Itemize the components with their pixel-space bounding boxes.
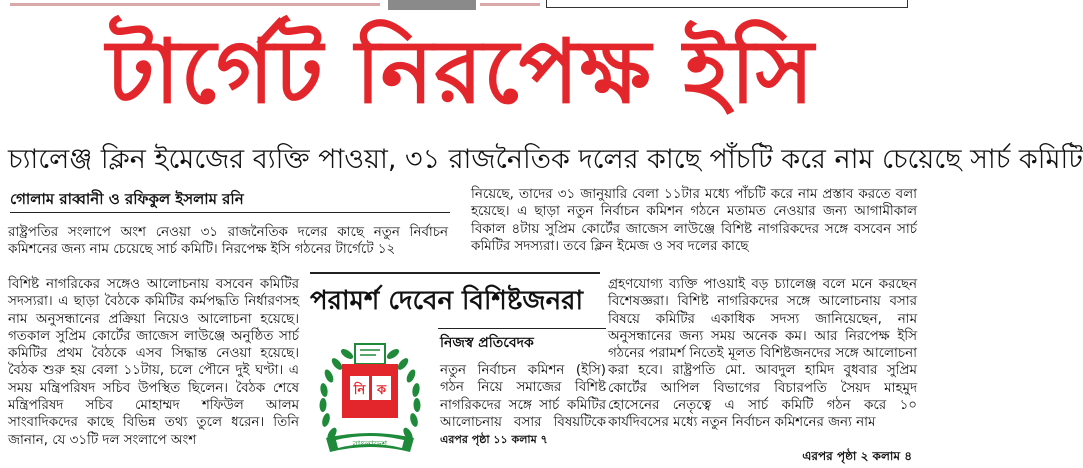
byline: গোলাম রাব্বানী ও রফিকুল ইসলাম রনি	[10, 190, 244, 208]
top-box	[546, 0, 908, 8]
sub-headline: চ্যালেঞ্জ ক্লিন ইমেজের ব্যক্তি পাওয়া, ৩১ রাজনৈতিক দলের কাছে পাঁচটি করে নাম চেয়েছে সার্চ কমিটি	[8, 144, 1083, 175]
box-jump-link[interactable]: এরপর পৃষ্ঠা ১১ কলাম ৭	[440, 433, 548, 447]
top-rule-left	[10, 3, 380, 6]
logo-ribbon	[326, 433, 414, 452]
logo-letter-2: ক	[376, 383, 387, 398]
article-right-top-paragraph: নিয়েছে, তাদের ৩১ জানুয়ারি বেলা ১১টার মধ্যে পাঁচটি করে নাম প্রস্তাব করতে বলা হয়েছে। এ ছাড়া নতুন নির্বাচন কমিশন গঠনে মতামত নেওয়ার জন্য আগামীকাল বিকাল ৪টায় সুপ্রিম কোর্টের জাজেস লাউঞ্জে বিশিষ্ট নাগরিকদের সঙ্গে বসবেন সার্চ কমিটির সদস্যরা। তবে ক্লিন ইমেজ ও সব দলের কাছে	[471, 187, 917, 254]
box-reporter: নিজস্ব প্রতিবেদক	[440, 335, 534, 351]
box-paragraph-text: নতুন নির্বাচন কমিশন (ইসি) গঠন নিয়ে সমাজের বিশিষ্ট নাগরিকদের সঙ্গে সার্চ কমিটির আলোচনায় বসার বিষয়টিকে	[440, 363, 606, 430]
box-paragraph	[440, 362, 606, 466]
logo-letter-1: নি	[353, 383, 366, 398]
article-left-column: বিশিষ্ট নাগরিকের সঙ্গেও আলোচনায় বসবেন কমিটির সদস্যরা। এ ছাড়া বৈঠকে কমিটির কর্মপদ্ধতি নির্ধারণসহ নাম অনুসন্ধানের প্রক্রিয়া নিয়েও আলোচনা হয়েছে। গতকাল সুপ্রিম কোর্টের জাজেস লাউঞ্জে অনুষ্ঠিত সার্চ কমিটির প্রথম বৈঠকে এসব সিদ্ধান্ত নেওয়া হয়েছে। বৈঠক শুরু হয় বেলা ১১টায়, চলে পৌনে দুই ঘণ্টা। এ সময় মন্ত্রিপরিষদ সচিব উপস্থিত ছিলেন। বৈঠক শেষে মন্ত্রিপরিষদ সচিব মোহাম্মদ শফিউল আলম সাংবাদিকদের কাছে বিভিন্ন তথ্য তুলে ধরেন। তিনি জানান, যে ৩১টি দল সংলাপে অংশ	[8, 277, 299, 448]
box-headline: পরামর্শ দেবেন বিশিষ্টজনরা	[310, 286, 583, 316]
box-divider	[438, 328, 606, 329]
byline-divider	[10, 212, 450, 213]
main-headline: টার্গেট নিরপেক্ষ ইসি	[106, 20, 815, 123]
box-top-divider	[310, 272, 600, 274]
election-commission-logo	[312, 330, 428, 462]
top-rule-right	[480, 3, 540, 6]
logo-country-text: বাংলাদেশ	[352, 440, 388, 450]
article-jump-link[interactable]: এরপর পৃষ্ঠা ২ কলাম ৪	[802, 449, 912, 463]
article-right-column: গ্রহণযোগ্য ব্যক্তি পাওয়াই বড় চ্যালেঞ্জ বলে মনে করছেন বিশেষজ্ঞরা। বিশিষ্ট নাগরিকদের সঙ্গে আলোচনায় বসার বিষয়ে কমিটির একাধিক সদস্য জানিয়েছেন, নাম অনুসন্ধানের জন্য সময় অনেক কম। আর নিরপেক্ষ ইসি গঠনের পরামর্শ নিতেই মূলত বিশিষ্টজনদের সঙ্গে আলোচনা করা হবে। রাষ্ট্রপতি মো. আবদুল হামিদ বুধবার সুপ্রিম কোর্টের আপিল বিভাগের বিচারপতি সৈয়দ মাহমুদ হোসেনের নেতৃত্বে এ সার্চ কমিটি গঠন করে ১০ কার্যদিবসের মধ্যে নতুন নির্বাচন কমিশনের জন্য নাম	[608, 277, 917, 431]
article-intro-paragraph: রাষ্ট্রপতির সংলাপে অংশ নেওয়া ৩১ রাজনৈতিক দলের কাছে নতুন নির্বাচন কমিশনের জন্য নাম চেয়েছে সার্চ কমিটি। নিরপেক্ষ ইসি গঠনের টার্গেটে ১২	[8, 225, 448, 258]
